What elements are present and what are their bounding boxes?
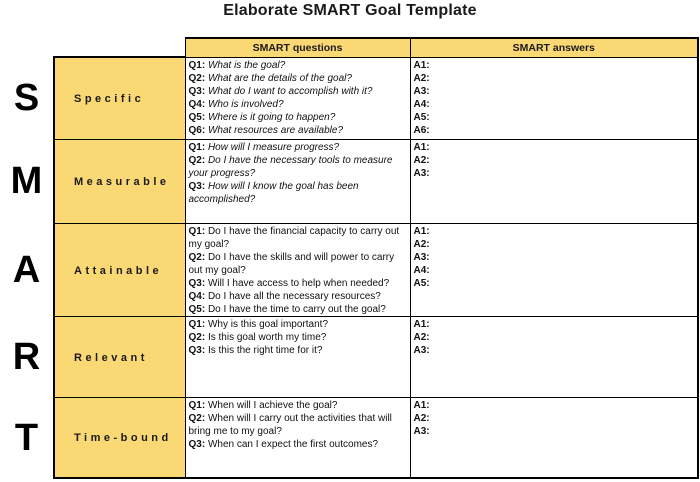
table-row [0, 139, 698, 223]
answer-line[interactable]: A2: [413, 412, 430, 424]
answer-line[interactable]: A3: [413, 425, 430, 437]
table-row [0, 316, 698, 397]
criterion-label-cell [54, 223, 185, 316]
question-line: Q2: When will I carry out the activities that will bring me to my goal? [188, 412, 392, 437]
answer-line[interactable]: A1: [413, 141, 430, 153]
table-row [0, 223, 698, 316]
criterion-label: Measurable [74, 176, 170, 188]
question-line: Q3: Will I have access to help when needed? [188, 277, 390, 289]
answer-line[interactable]: A6: [413, 124, 430, 136]
answers-cell[interactable] [410, 57, 698, 139]
answer-line[interactable]: A5: [413, 277, 430, 289]
question-line: Q1: How will I measure progress? [188, 141, 340, 153]
answer-line[interactable]: A2: [413, 72, 430, 84]
questions-cell [185, 316, 410, 397]
question-line: Q1: When will I achieve the goal? [188, 399, 338, 411]
smart-letter: S [0, 57, 54, 139]
question-line: Q2: What are the details of the goal? [188, 72, 352, 84]
question-line: Q3: How will I know the goal has been accomplished? [188, 180, 359, 205]
question-line: Q3: When can I expect the first outcomes? [188, 438, 379, 450]
answer-line[interactable]: A4: [413, 98, 430, 110]
questions-cell [185, 139, 410, 223]
question-line: Q3: Is this the right time for it? [188, 344, 323, 356]
header-spacer-letter [0, 38, 54, 57]
smart-goal-table [0, 37, 699, 479]
criterion-label-cell [54, 139, 185, 223]
question-line: Q3: What do I want to accomplish with it? [188, 85, 373, 97]
question-line: Q5: Where is it going to happen? [188, 111, 336, 123]
criterion-label: Time-bound [74, 432, 172, 445]
question-line: Q2: Do I have the skills and will power to carry out my goal? [188, 251, 395, 276]
criterion-label: Specific [74, 93, 145, 106]
answers-cell[interactable] [410, 223, 698, 316]
smart-letter: A [0, 223, 54, 316]
answers-cell[interactable] [410, 139, 698, 223]
answer-line[interactable]: A3: [413, 251, 430, 263]
answer-line[interactable]: A2: [413, 238, 430, 250]
question-line: Q2: Is this goal worth my time? [188, 331, 327, 343]
smart-letter: T [0, 397, 54, 478]
answer-line[interactable]: A5: [413, 111, 430, 123]
answer-line[interactable]: A2: [413, 154, 430, 166]
answers-cell[interactable] [410, 397, 698, 478]
question-line: Q1: Do I have the financial capacity to carry out my goal? [188, 225, 400, 250]
answer-line[interactable]: A3: [413, 167, 430, 179]
answer-line[interactable]: A4: [413, 264, 430, 276]
question-line: Q4: Do I have all the necessary resources? [188, 290, 381, 302]
table-row [0, 397, 698, 478]
questions-cell [185, 57, 410, 139]
criterion-label-cell [54, 316, 185, 397]
answers-cell[interactable] [410, 316, 698, 397]
question-line: Q4: Who is involved? [188, 98, 284, 110]
answer-line[interactable]: A3: [413, 85, 430, 97]
column-header-answers: SMART answers [410, 38, 698, 57]
page-title: Elaborate SMART Goal Template [223, 2, 477, 19]
question-line: Q1: What is the goal? [188, 59, 286, 71]
answer-line[interactable]: A1: [413, 318, 430, 330]
question-line: Q6: What resources are available? [188, 124, 344, 136]
questions-cell [185, 397, 410, 478]
header-spacer-label [54, 38, 185, 57]
answer-line[interactable]: A1: [413, 399, 430, 411]
answer-line[interactable]: A3: [413, 344, 430, 356]
question-line: Q2: Do I have the necessary tools to measure your progress? [188, 154, 393, 179]
smart-letter: M [0, 139, 54, 223]
criterion-label-cell [54, 397, 185, 478]
answer-line[interactable]: A1: [413, 225, 430, 237]
criterion-label: Attainable [74, 264, 163, 277]
questions-cell [185, 223, 410, 316]
criterion-label-cell [54, 57, 185, 139]
question-line: Q5: Do I have the time to carry out the goal? [188, 303, 386, 315]
question-line: Q1: Why is this goal important? [188, 318, 328, 330]
answer-line[interactable]: A2: [413, 331, 430, 343]
smart-letter: R [0, 316, 54, 397]
table-row [0, 57, 698, 139]
answer-line[interactable]: A1: [413, 59, 430, 71]
table-header-row [0, 38, 698, 57]
column-header-questions: SMART questions [185, 38, 410, 57]
criterion-label: Relevant [74, 351, 148, 364]
